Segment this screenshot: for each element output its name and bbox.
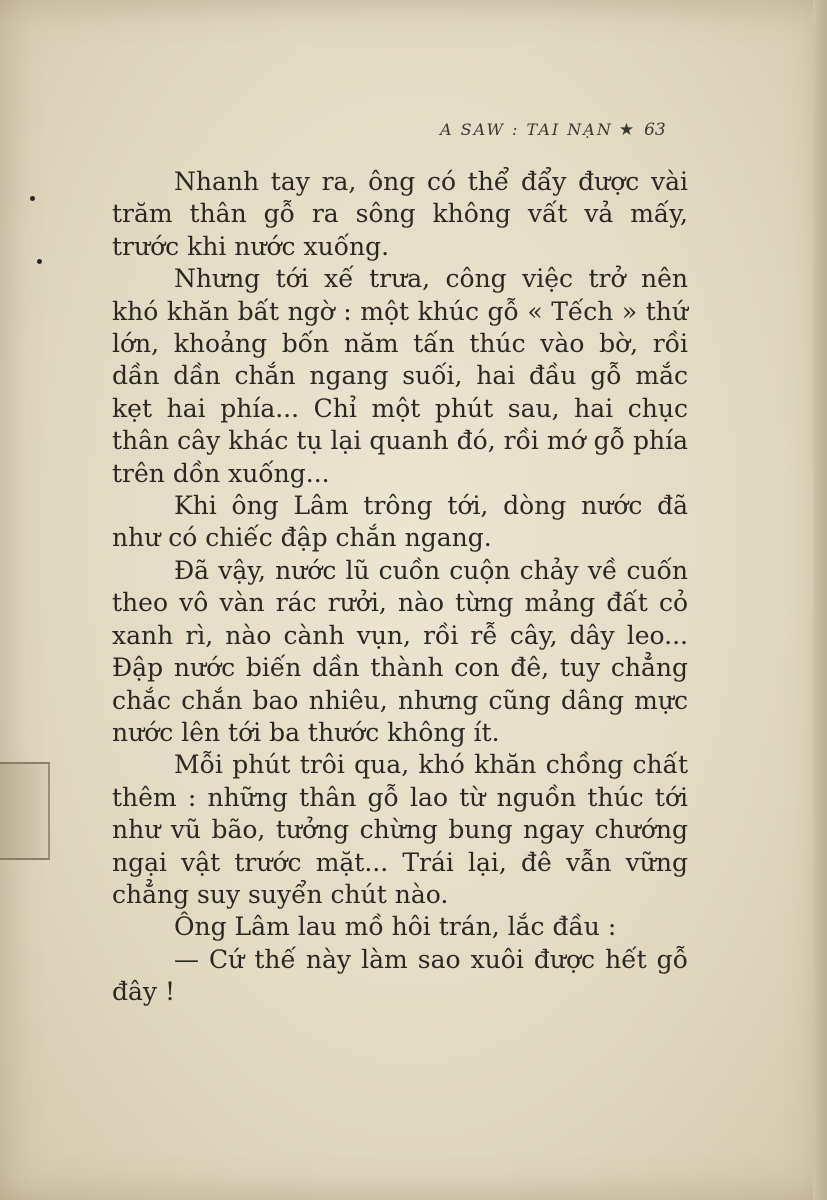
paragraph: Đã vậy, nước lũ cuồn cuộn chảy về cuốn theo vô vàn rác rưởi, nào từng mảng đất cỏ xanh rì, nào cành vụn, rồi rễ cây, dây leo... Đập nước biến dần thành con đê, tuy chẳng chắc chắn bao nhiêu, nhưng cũng dâng mực nước lên tới ba thước không ít. [112, 555, 688, 747]
page-edge [813, 0, 827, 1200]
paragraph: Ông Lâm lau mồ hôi trán, lắc đầu : [174, 912, 617, 942]
torn-page-corner [0, 762, 50, 860]
ink-speck [37, 259, 42, 264]
paragraph: Khi ông Lâm trông tới, dòng nước đã như có chiếc đập chắn ngang. [112, 491, 688, 553]
running-header [440, 120, 666, 140]
body-text [112, 166, 688, 1009]
ink-speck [30, 196, 35, 201]
star-icon: ★ [618, 120, 637, 140]
page-number: 63 [644, 120, 666, 140]
paragraph: Mỗi phút trôi qua, khó khăn chồng chất thêm : những thân gỗ lao từ nguồn thúc tới như vũ bão, tưởng chừng bung ngay chướng ngại vật trước mặt... Trái lại, đê vẫn vững chẳng suy suyển chút nào. [112, 750, 688, 909]
dialogue-line: — Cứ thế này làm sao xuôi được hết gỗ đây ! [112, 944, 688, 1007]
paragraph: Nhưng tới xế trưa, công việc trở nên khó khăn bất ngờ : một khúc gỗ « Tếch » thứ lớn, khoảng bốn năm tấn thúc vào bờ, rồi dần dần chắn ngang suối, hai đầu gỗ mắc kẹt hai phía... Chỉ một phút sau, hai chục thân cây khác tụ lại quanh đó, rồi mớ gỗ phía trên dồn xuống... [112, 264, 688, 488]
paragraph: Nhanh tay ra, ông có thể đẩy được vài trăm thân gỗ ra sông không vất vả mấy, trước khi nước xuống. [112, 167, 688, 261]
chapter-title: A SAW : TAI NẠN [440, 120, 613, 139]
